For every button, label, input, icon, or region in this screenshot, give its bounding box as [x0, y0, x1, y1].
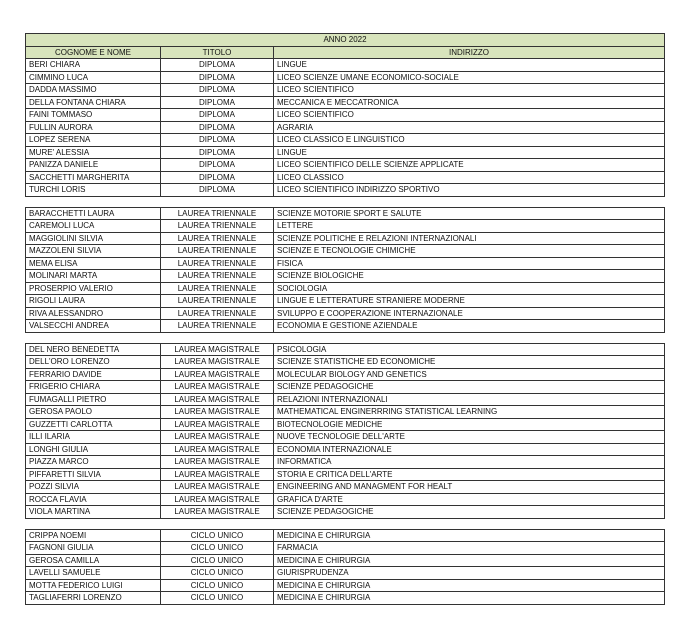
address-cell: LICEO SCIENZE UMANE ECONOMICO-SOCIALE [274, 71, 665, 84]
name-cell: CIMMINO LUCA [26, 71, 161, 84]
table-row [26, 171, 665, 184]
name-cell: DELL'ORO LORENZO [26, 356, 161, 369]
table-row [26, 481, 665, 494]
table-row [26, 184, 665, 197]
title-cell: DIPLOMA [161, 134, 274, 147]
name-cell: FUMAGALLI PIETRO [26, 393, 161, 406]
title-cell: CICLO UNICO [161, 542, 274, 555]
table-row [26, 592, 665, 605]
address-cell: MEDICINA E CHIRURGIA [274, 529, 665, 542]
address-cell: SCIENZE PEDAGOGICHE [274, 381, 665, 394]
table-row [26, 295, 665, 308]
address-cell: RELAZIONI INTERNAZIONALI [274, 393, 665, 406]
address-cell: LINGUE [274, 59, 665, 72]
table-row [26, 529, 665, 542]
name-cell: MEMA ELISA [26, 257, 161, 270]
address-cell: STORIA E CRITICA DELL'ARTE [274, 468, 665, 481]
name-cell: BERI CHIARA [26, 59, 161, 72]
title-cell: DIPLOMA [161, 84, 274, 97]
name-cell: FAGNONI GIULIA [26, 542, 161, 555]
name-cell: POZZI SILVIA [26, 481, 161, 494]
title-cell: LAUREA MAGISTRALE [161, 506, 274, 519]
spacer-cell [26, 196, 665, 207]
section-spacer [26, 332, 665, 343]
name-cell: FRIGERIO CHIARA [26, 381, 161, 394]
table-body [26, 59, 665, 605]
title-cell: LAUREA TRIENNALE [161, 282, 274, 295]
name-cell: LAVELLI SAMUELE [26, 567, 161, 580]
table-row [26, 59, 665, 72]
name-cell: ILLI ILARIA [26, 431, 161, 444]
address-cell: LINGUE E LETTERATURE STRANIERE MODERNE [274, 295, 665, 308]
address-cell: NUOVE TECNOLOGIE DELL'ARTE [274, 431, 665, 444]
name-cell: RIVA ALESSANDRO [26, 307, 161, 320]
title-cell: LAUREA TRIENNALE [161, 320, 274, 333]
table-row [26, 381, 665, 394]
column-header-address: INDIRIZZO [274, 46, 665, 59]
table-row [26, 506, 665, 519]
address-cell: LICEO CLASSICO [274, 171, 665, 184]
title-cell: DIPLOMA [161, 121, 274, 134]
name-cell: GEROSA PAOLO [26, 406, 161, 419]
table-row [26, 84, 665, 97]
address-cell: LINGUE [274, 146, 665, 159]
address-cell: LICEO CLASSICO E LINGUISTICO [274, 134, 665, 147]
title-cell: LAUREA MAGISTRALE [161, 381, 274, 394]
table-row [26, 270, 665, 283]
title-cell: DIPLOMA [161, 159, 274, 172]
address-cell: PSICOLOGIA [274, 343, 665, 356]
table-row [26, 320, 665, 333]
title-cell: LAUREA MAGISTRALE [161, 393, 274, 406]
table-row [26, 343, 665, 356]
name-cell: BARACCHETTI LAURA [26, 207, 161, 220]
table-row [26, 393, 665, 406]
address-cell: SCIENZE MOTORIE SPORT E SALUTE [274, 207, 665, 220]
title-cell: LAUREA TRIENNALE [161, 207, 274, 220]
title-cell: LAUREA MAGISTRALE [161, 343, 274, 356]
year-header: ANNO 2022 [26, 34, 665, 47]
address-cell: GIURISPRUDENZA [274, 567, 665, 580]
table-row [26, 121, 665, 134]
address-cell: SOCIOLOGIA [274, 282, 665, 295]
name-cell: MURE' ALESSIA [26, 146, 161, 159]
address-cell: ECONOMIA E GESTIONE AZIENDALE [274, 320, 665, 333]
name-cell: GUZZETTI CARLOTTA [26, 418, 161, 431]
title-cell: CICLO UNICO [161, 567, 274, 580]
name-cell: FULLIN AURORA [26, 121, 161, 134]
title-cell: CICLO UNICO [161, 592, 274, 605]
name-cell: DEL NERO BENEDETTA [26, 343, 161, 356]
table-row [26, 220, 665, 233]
address-cell: ENGINEERING AND MANAGMENT FOR HEALT [274, 481, 665, 494]
title-cell: LAUREA MAGISTRALE [161, 493, 274, 506]
title-cell: DIPLOMA [161, 171, 274, 184]
title-cell: CICLO UNICO [161, 554, 274, 567]
name-cell: TAGLIAFERRI LORENZO [26, 592, 161, 605]
name-cell: DADDA MASSIMO [26, 84, 161, 97]
name-cell: GEROSA CAMILLA [26, 554, 161, 567]
scholarship-table [25, 33, 665, 605]
table-row [26, 207, 665, 220]
title-cell: LAUREA MAGISTRALE [161, 481, 274, 494]
title-cell: LAUREA MAGISTRALE [161, 468, 274, 481]
spreadsheet [25, 33, 664, 605]
name-cell: ROCCA FLAVIA [26, 493, 161, 506]
name-cell: FAINI TOMMASO [26, 109, 161, 122]
column-header-title: TITOLO [161, 46, 274, 59]
table-row [26, 406, 665, 419]
title-cell: CICLO UNICO [161, 529, 274, 542]
table-row [26, 368, 665, 381]
address-cell: BIOTECNOLOGIE MEDICHE [274, 418, 665, 431]
address-cell: MEDICINA E CHIRURGIA [274, 579, 665, 592]
title-cell: DIPLOMA [161, 109, 274, 122]
title-cell: LAUREA TRIENNALE [161, 307, 274, 320]
address-cell: SCIENZE PEDAGOGICHE [274, 506, 665, 519]
table-row [26, 232, 665, 245]
name-cell: PROSERPIO VALERIO [26, 282, 161, 295]
address-cell: INFORMATICA [274, 456, 665, 469]
table-row [26, 159, 665, 172]
name-cell: RIGOLI LAURA [26, 295, 161, 308]
name-cell: LONGHI GIULIA [26, 443, 161, 456]
table-row [26, 443, 665, 456]
address-cell: SCIENZE E TECNOLOGIE CHIMICHE [274, 245, 665, 258]
name-cell: FERRARIO DAVIDE [26, 368, 161, 381]
table-row [26, 245, 665, 258]
title-cell: LAUREA MAGISTRALE [161, 368, 274, 381]
title-cell: LAUREA MAGISTRALE [161, 456, 274, 469]
title-cell: LAUREA TRIENNALE [161, 245, 274, 258]
address-cell: LETTERE [274, 220, 665, 233]
table-row [26, 418, 665, 431]
address-cell: MEDICINA E CHIRURGIA [274, 554, 665, 567]
title-cell: DIPLOMA [161, 96, 274, 109]
address-cell: SCIENZE POLITICHE E RELAZIONI INTERNAZIONALI [274, 232, 665, 245]
table-row [26, 282, 665, 295]
title-cell: DIPLOMA [161, 184, 274, 197]
address-cell: GRAFICA D'ARTE [274, 493, 665, 506]
name-cell: LOPEZ SERENA [26, 134, 161, 147]
year-header-row [26, 34, 665, 47]
name-cell: PANIZZA DANIELE [26, 159, 161, 172]
name-cell: CAREMOLI LUCA [26, 220, 161, 233]
column-header-name: COGNOME E NOME [26, 46, 161, 59]
address-cell: SCIENZE BIOLOGICHE [274, 270, 665, 283]
address-cell: MECCANICA E MECCATRONICA [274, 96, 665, 109]
address-cell: FARMACIA [274, 542, 665, 555]
title-cell: LAUREA MAGISTRALE [161, 443, 274, 456]
title-cell: LAUREA TRIENNALE [161, 270, 274, 283]
address-cell: AGRARIA [274, 121, 665, 134]
table-row [26, 146, 665, 159]
title-cell: DIPLOMA [161, 146, 274, 159]
title-cell: LAUREA MAGISTRALE [161, 406, 274, 419]
name-cell: DELLA FONTANA CHIARA [26, 96, 161, 109]
title-cell: CICLO UNICO [161, 579, 274, 592]
address-cell: LICEO SCIENTIFICO [274, 109, 665, 122]
spacer-cell [26, 518, 665, 529]
address-cell: LICEO SCIENTIFICO INDIRIZZO SPORTIVO [274, 184, 665, 197]
title-cell: LAUREA MAGISTRALE [161, 431, 274, 444]
title-cell: LAUREA TRIENNALE [161, 232, 274, 245]
name-cell: SACCHETTI MARGHERITA [26, 171, 161, 184]
name-cell: VALSECCHI ANDREA [26, 320, 161, 333]
section-spacer [26, 518, 665, 529]
table-row [26, 567, 665, 580]
title-cell: DIPLOMA [161, 59, 274, 72]
address-cell: FISICA [274, 257, 665, 270]
title-cell: LAUREA MAGISTRALE [161, 356, 274, 369]
address-cell: SVILUPPO E COOPERAZIONE INTERNAZIONALE [274, 307, 665, 320]
address-cell: LICEO SCIENTIFICO DELLE SCIENZE APPLICATE [274, 159, 665, 172]
address-cell: MATHEMATICAL ENGINERRRING STATISTICAL LEARNING [274, 406, 665, 419]
title-cell: LAUREA TRIENNALE [161, 220, 274, 233]
address-cell: MOLECULAR BIOLOGY AND GENETICS [274, 368, 665, 381]
table-row [26, 109, 665, 122]
name-cell: MAZZOLENI SILVIA [26, 245, 161, 258]
table-row [26, 134, 665, 147]
name-cell: PIAZZA MARCO [26, 456, 161, 469]
column-header-row [26, 46, 665, 59]
table-row [26, 96, 665, 109]
table-row [26, 554, 665, 567]
table-row [26, 257, 665, 270]
name-cell: MOLINARI MARTA [26, 270, 161, 283]
name-cell: MOTTA FEDERICO LUIGI [26, 579, 161, 592]
name-cell: VIOLA MARTINA [26, 506, 161, 519]
table-row [26, 431, 665, 444]
table-row [26, 356, 665, 369]
name-cell: PIFFARETTI SILVIA [26, 468, 161, 481]
title-cell: LAUREA MAGISTRALE [161, 418, 274, 431]
name-cell: MAGGIOLINI SILVIA [26, 232, 161, 245]
table-row [26, 468, 665, 481]
spacer-cell [26, 332, 665, 343]
name-cell: CRIPPA NOEMI [26, 529, 161, 542]
title-cell: LAUREA TRIENNALE [161, 295, 274, 308]
table-row [26, 71, 665, 84]
table-row [26, 542, 665, 555]
address-cell: LICEO SCIENTIFICO [274, 84, 665, 97]
section-spacer [26, 196, 665, 207]
table-row [26, 579, 665, 592]
table-row [26, 456, 665, 469]
address-cell: MEDICINA E CHIRURGIA [274, 592, 665, 605]
table-row [26, 307, 665, 320]
title-cell: DIPLOMA [161, 71, 274, 84]
table-row [26, 493, 665, 506]
address-cell: ECONOMIA INTERNAZIONALE [274, 443, 665, 456]
title-cell: LAUREA TRIENNALE [161, 257, 274, 270]
name-cell: TURCHI LORIS [26, 184, 161, 197]
address-cell: SCIENZE STATISTICHE ED ECONOMICHE [274, 356, 665, 369]
